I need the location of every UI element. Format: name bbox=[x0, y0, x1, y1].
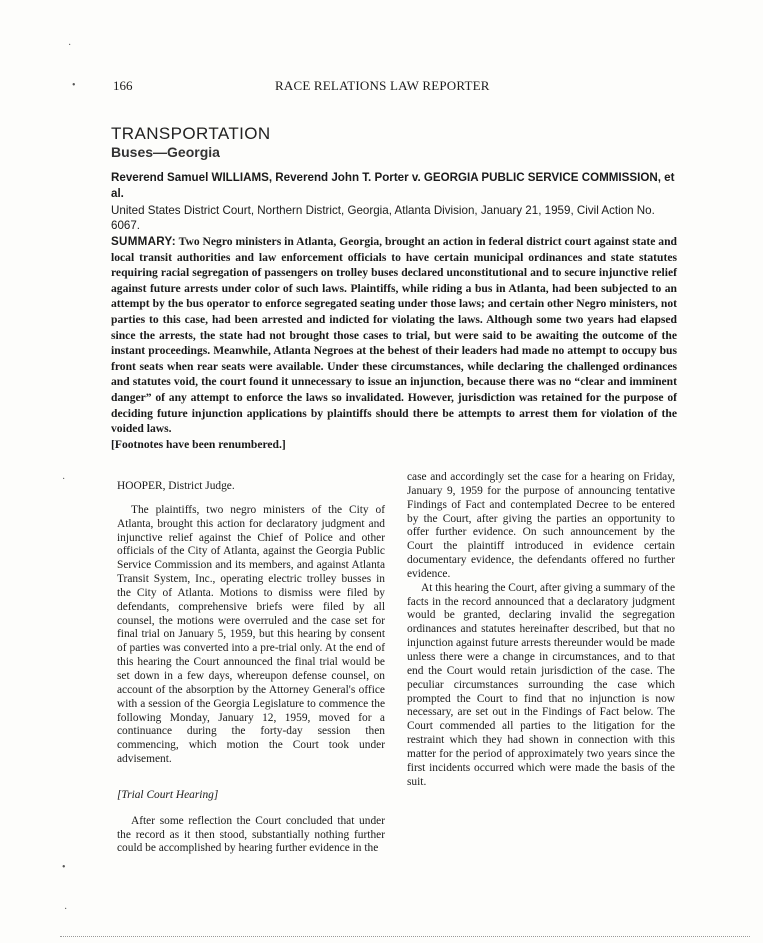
page-number: 166 bbox=[113, 78, 133, 93]
running-head bbox=[113, 78, 673, 98]
section-subtitle: Buses—Georgia bbox=[111, 144, 220, 160]
right-column bbox=[407, 471, 675, 789]
subheading-trial-court-hearing: [Trial Court Hearing] bbox=[117, 788, 219, 801]
opinion-paragraph-1: The plaintiffs, two negro ministers of the City of Atlanta, brought this action for declaratory judgment and injunctive relief against the Chief of Police and other officials of the City of Atlanta, against the Georgia Public Service Commission and its members, and against Atlanta Transit System, Inc., operating electric trolley busses in the City of Atlanta. Motions to dismiss were filed by defendants, comprehensive briefs were filed by all counsel, the motions were overruled and the case set for final trial on January 5, 1959, but this hearing by consent of parties was converted into a pre-trial only. At the end of this hearing the Court announced the final trial would be set down in a few days, whereupon defense counsel, on account of the absorption by the Attorney General's office with a session of the Georgia Legislature to commence the following Monday, January 12, 1959, moved for a continuance during the forty-day session then commencing, which motion the Court took under advisement. bbox=[117, 503, 385, 766]
opinion-paragraph-2-continued: case and accordingly set the case for a hearing on Friday, January 9, 1959 for the purpose of announcing tentative Findings of Fact and contemplated Decree to be entered by the Court, after giving the parties an opportunity to offer further evidence. On such announcement by the Court the plaintiff introduced in evidence certain documentary evidence, the defendants offered no further evidence. bbox=[407, 471, 675, 580]
scan-edge-line bbox=[60, 936, 750, 937]
footnote-note: [Footnotes have been renumbered.] bbox=[111, 437, 286, 451]
margin-speck: · bbox=[64, 904, 68, 915]
left-column bbox=[117, 480, 385, 856]
opinion-paragraph-2: After some reflection the Court concluded that under the record as it then stood, substantially nothing further could be accomplished by hearing further evidence in the bbox=[117, 814, 385, 855]
summary-label: SUMMARY: bbox=[111, 235, 176, 248]
summary-text: Two Negro ministers in Atlanta, Georgia, brought an action in federal district court against state and local transit authorities and law enforcement officials to have certain municipal ordinances and state statutes requiring racial segregation of passengers on trolley buses declared unconstitutional and to secure injunctive relief against future arrests under color of such laws. Plaintiffs, while riding a bus in Atlanta, had been subjected to an attempt by the bus operator to enforce segregated seating under those laws; and certain other Negro ministers, not parties to this case, had been arrested and indicted for violating the laws. Although some two years had elapsed since the arrests, the state had not brought those cases to trial, but were said to be awaiting the outcome of the instant proceedings. Meanwhile, Atlanta Negroes at the behest of their leaders had made no attempt to occupy bus front seats when rear seats were available. Under these circumstances, while declaring the challenged ordinances and statutes void, the court found it unnecessary to issue an injunction, because there was no “clear and imminent danger” of any attempt to enforce the laws so invalidated. However, jurisdiction was retained for the purpose of deciding future injunction applications by plaintiffs should there be attempts to arrest them for violation of the voided laws. bbox=[111, 235, 677, 436]
court-info: United States District Court, Northern District, Georgia, Atlanta Division, January 21, 1959, Civil Action No. 6067. bbox=[111, 204, 655, 232]
opinion-paragraph-3: At this hearing the Court, after giving a summary of the facts in the record announced that a declaratory judgment would be granted, declaring invalid the segregation ordinances and statutes hereinafter described, but that no injunction against future arrests thereunder would be made unless there were a change in circumstances, and to that end the Court would retain jurisdiction of the case. The peculiar circumstances surrounding the case which prompted the Court to find that no injunction is now necessary, are set out in the Findings of Fact below. The Court commended all parties to the litigation for the restraint which they had shown in connection with this matter for the period of approximately two years since the first incidents occurred which were made the basis of the suit. bbox=[407, 581, 676, 788]
margin-speck: • bbox=[62, 862, 66, 873]
section-title: TRANSPORTATION bbox=[111, 124, 271, 143]
case-summary bbox=[111, 234, 677, 452]
journal-title: RACE RELATIONS LAW REPORTER bbox=[275, 78, 490, 93]
case-caption: Reverend Samuel WILLIAMS, Reverend John T. Porter v. GEORGIA PUBLIC SERVICE COMMISSION, et al. bbox=[111, 171, 675, 200]
margin-speck: · bbox=[68, 40, 72, 51]
judge-name: HOOPER, District Judge. bbox=[117, 480, 235, 492]
margin-speck: • bbox=[72, 80, 76, 91]
margin-speck: · bbox=[62, 474, 66, 485]
